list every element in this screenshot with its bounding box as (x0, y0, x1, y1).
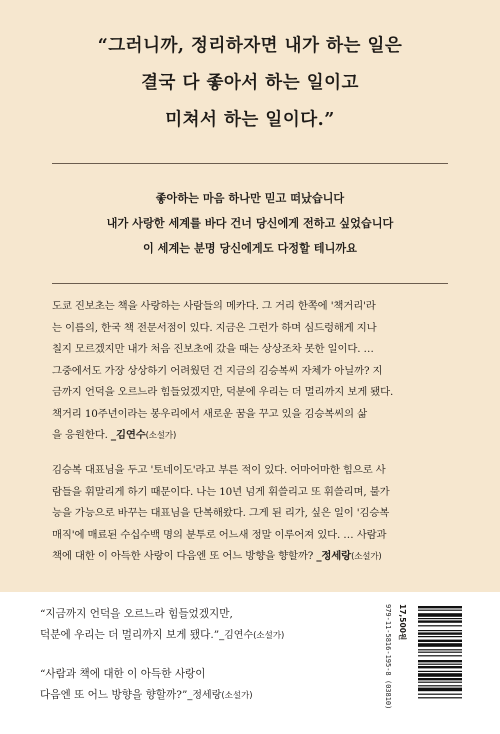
review-line: 매직'에 매료된 수십수백 명의 분투로 어느새 정말 이루어져 있다. … 사람과 (52, 528, 387, 541)
signature-role: (소설가) (351, 552, 382, 562)
tagline-line: 내가 사랑한 세계를 바다 건너 당신에게 전하고 싶었습니다 (106, 217, 394, 230)
blurb-line: “사람과 책에 대한 이 아득한 사랑이 (40, 668, 206, 680)
blurb-jung (40, 664, 360, 707)
tagline-line: 이 세계는 분명 당신에게도 다정할 테니까요 (142, 242, 357, 255)
review-line-text: 책에 대한 이 아득한 사랑이 다음엔 또 어느 방향을 향할까? (52, 550, 317, 562)
quote-line: 미쳐서 하는 일이다.” (165, 110, 335, 130)
signature-role: (소설가) (145, 431, 177, 441)
blurb-kim (40, 604, 360, 647)
signature-name: _김연수 (110, 429, 146, 441)
review-line: 능을 가능으로 바꾸는 대표님을 단복해왔다. 그게 된 리가, 싶은 일이 '김승복 (52, 507, 390, 519)
review-line: 책거리 10주년이라는 봉우리에서 새로운 꿈을 꾸고 있을 김승복씨의 삶 (52, 407, 367, 420)
middle-divider (52, 283, 448, 284)
review-line: 람들을 휘말리게 하기 때문이다. 나는 10년 넘게 휘쓸리고 또 휘쓸리며, 불가 (52, 485, 390, 498)
main-quote (0, 28, 500, 139)
blurb-author-role: (소설가) (253, 631, 285, 641)
review-line: 칠지 모르겠지만 내가 처음 진보초에 갔을 때는 상상조차 못한 일이다. … (52, 343, 374, 355)
blurb-line: “지금까지 언덕을 오르느라 힘들었겠지만, (40, 608, 233, 620)
blurb-line (40, 625, 360, 647)
review-line-text: 을 응원한다. (52, 429, 111, 441)
review-line: 김승복 대표님을 두고 '토네이도'라고 부른 적이 있다. 어마어마한 힘으로 사 (52, 464, 386, 476)
review-signature (111, 429, 176, 441)
tagline-line: 좋아하는 마음 하나만 믿고 떠났습니다 (155, 192, 345, 205)
quote-line: 결국 다 좋아서 하는 일이고 (141, 73, 359, 93)
tagline (0, 186, 500, 261)
blurb-text: 덕분에 우리는 더 멀리까지 보게 됐다.” (40, 629, 220, 641)
blurb-text: 다음엔 또 어느 방향을 향할까?” (40, 689, 188, 701)
review-line: 도쿄 진보초는 책을 사랑하는 사람들의 메카다. 그 거리 한쪽에 '책거리'라 (52, 300, 376, 312)
review-line: 그중에서도 가장 상상하기 어려웠던 건 지금의 김승복씨 자체가 아닐까? 지 (52, 364, 383, 377)
quote-line: “그러니까, 정리하자면 내가 하는 일은 (97, 36, 403, 56)
top-divider (52, 163, 448, 164)
barcode-icon (418, 606, 462, 726)
blurb-line (40, 685, 360, 707)
review-line-last (52, 425, 448, 448)
isbn-number: 979-11-5816-195-8 (03810) (384, 604, 392, 710)
review-line: 는 이름의, 한국 책 전문서점이 있다. 지금은 그런가 하며 심드렁해게 지나 (52, 321, 377, 334)
blurb-author (219, 630, 284, 641)
review-jung-serang (52, 460, 448, 569)
review-signature (316, 550, 381, 562)
review-kim-yeonsu (52, 296, 448, 448)
review-line: 금까지 언덕을 오르느라 힘들었겠지만, 덕분에 우리는 더 멀리까지 보게 됐다. (52, 386, 394, 398)
blurb-author-name: _김연수 (219, 630, 254, 641)
blurb-author-role: (소설가) (221, 691, 253, 701)
review-line-last (52, 546, 448, 569)
price-label: 17,500원 (398, 604, 407, 641)
signature-name: _정세랑 (316, 550, 352, 562)
blurb-author-name: _정세랑 (187, 690, 222, 701)
blurb-author (187, 690, 252, 701)
